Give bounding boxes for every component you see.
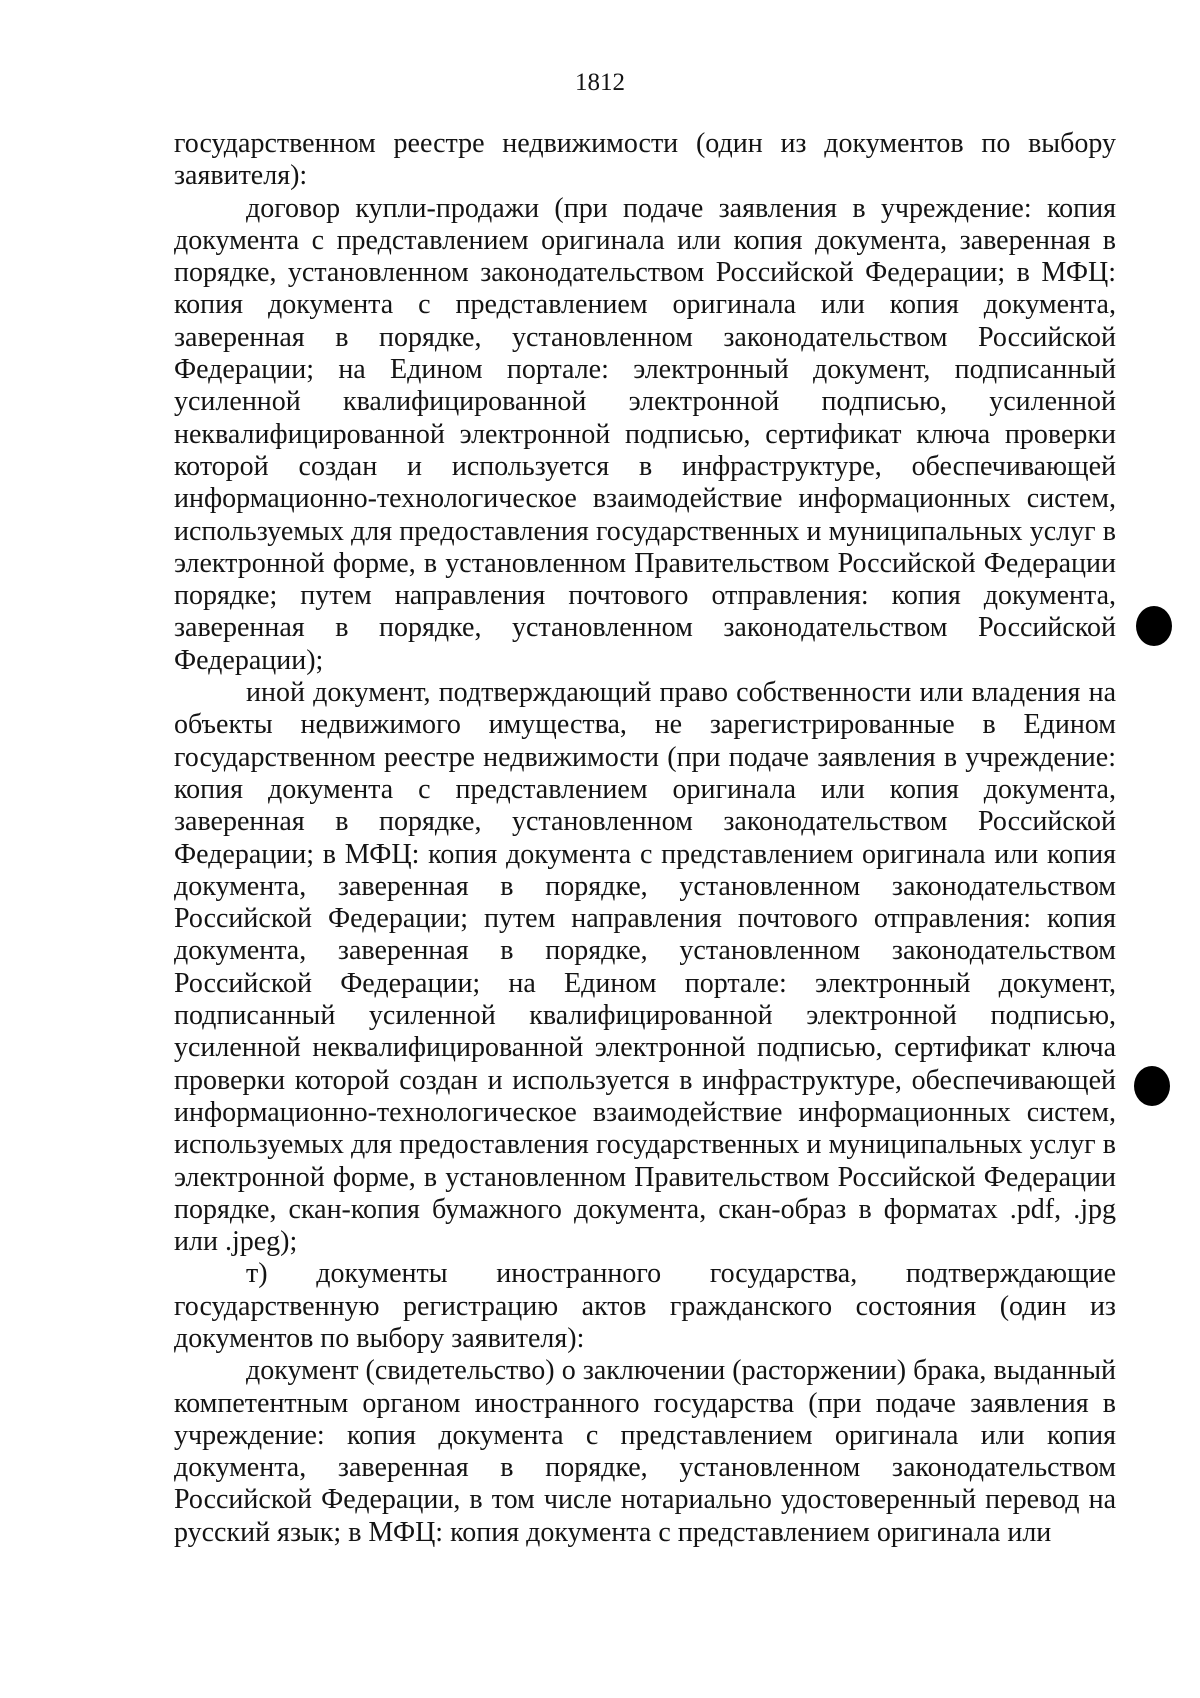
paragraph-marriage-certificate: документ (свидетельство) о заключении (расторжении) брака, выданный компетентным органом иностранного государства (при подаче заявления в учреждение: копия документа с представлением оригинала или копия документа, заверенная в порядке, установленном законодательством Российской Федерации, в том числе нотариально удостоверенный перевод на русский язык; в МФЦ: копия документа с представлением оригинала или xyxy=(174,1355,1116,1548)
page-number: 1812 xyxy=(575,69,625,96)
paragraph-sale-contract: договор купли-продажи (при подаче заявления в учреждение: копия документа с представлением оригинала или копия документа, заверенная в порядке, установленном законодательством Российской Федерации; в МФЦ: копия документа с представлением оригинала или копия документа, заверенная в порядке, установленном законодательством Российской Федерации; на Едином портале: электронный документ, подписанный усиленной квалифицированной электронной подписью, усиленной неквалифицированной электронной подписью, сертификат ключа проверки которой создан и используется в инфраструктуре, обеспечивающей информационно-технологическое взаимодействие информационных систем, используемых для предоставления государственных и муниципальных услуг в электронной форме, в установленном Правительством Российской Федерации порядке; путем направления почтового отправления: копия документа, заверенная в порядке, установленном законодательством Российской Федерации); xyxy=(174,192,1116,676)
paragraph-other-ownership-document: иной документ, подтверждающий право собственности или владения на объекты недвижимого имущества, не зарегистрированные в Едином государственном реестре недвижимости (при подаче заявления в учреждение: копия документа с представлением оригинала или копия документа, заверенная в порядке, установленном законодательством Российской Федерации; в МФЦ: копия документа с представлением оригинала или копия документа, заверенная в порядке, установленном законодательством Российской Федерации; путем направления почтового отправления: копия документа, заверенная в порядке, установленном законодательством Российской Федерации; на Едином портале: электронный документ, подписанный усиленной квалифицированной электронной подписью, усиленной неквалифицированной электронной подписью, сертификат ключа проверки которой создан и используется в инфраструктуре, обеспечивающей информационно-технологическое взаимодействие информационных систем, используемых для предоставления государственных и муниципальных услуг в электронной форме, в установленном Правительством Российской Федерации порядке, скан-копия бумажного документа, скан-образ в форматах .pdf, .jpg или .jpeg); xyxy=(174,677,1116,1258)
binder-hole-lower xyxy=(1134,1066,1170,1106)
binder-hole-upper xyxy=(1136,606,1172,646)
paragraph-continuation: государственном реестре недвижимости (один из документов по выбору заявителя): xyxy=(174,128,1116,192)
document-body xyxy=(174,128,1116,1549)
paragraph-item-t: т) документы иностранного государства, подтверждающие государственную регистрацию актов гражданского состояния (один из документов по выбору заявителя): xyxy=(174,1258,1116,1354)
